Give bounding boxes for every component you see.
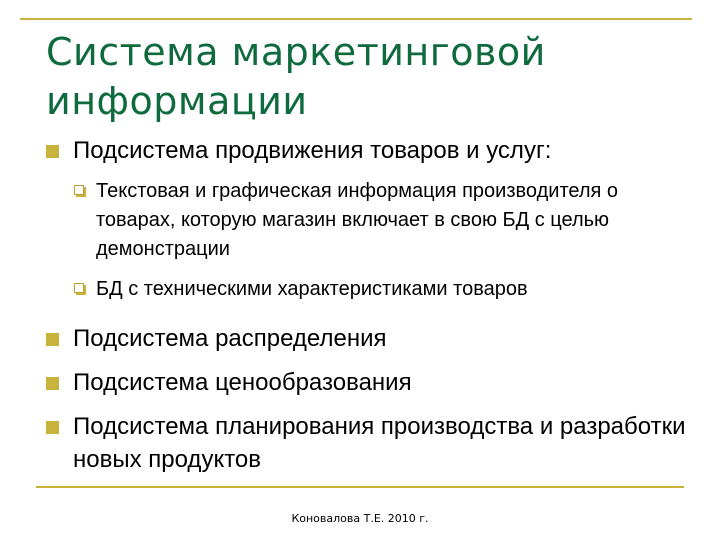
slide-title: Система маркетинговой информации	[46, 30, 546, 123]
hollow-square-bullet-icon	[74, 283, 84, 293]
sub-list-item-text: Текстовая и графическая информация производителя о товарах, которую магазин включает в свою БД с целью демонстрации	[96, 180, 619, 260]
bottom-divider	[36, 486, 684, 488]
square-bullet-icon	[46, 145, 59, 158]
square-bullet-icon	[46, 333, 59, 346]
list-item-text: Подсистема ценообразования	[73, 369, 412, 396]
list-item-text: Подсистема распределения	[73, 325, 387, 352]
sub-list-item	[46, 275, 686, 304]
sub-list-item-text: БД с техническими характеристиками товаров	[96, 278, 528, 300]
square-bullet-icon	[46, 421, 59, 434]
square-bullet-icon	[46, 377, 59, 390]
list-item-text: Подсистема продвижения товаров и услуг:	[73, 137, 552, 164]
list-item	[46, 322, 686, 355]
list-item	[46, 410, 686, 476]
list-item	[46, 134, 686, 167]
hollow-square-bullet-icon	[74, 185, 84, 195]
list-item	[46, 366, 686, 399]
top-divider	[20, 18, 692, 20]
sub-list-item	[46, 177, 686, 264]
list-item-text: Подсистема планирования производства и разработки новых продуктов	[73, 413, 686, 473]
slide-content	[46, 134, 686, 476]
footer-author: Коновалова Т.Е. 2010 г.	[291, 512, 429, 525]
